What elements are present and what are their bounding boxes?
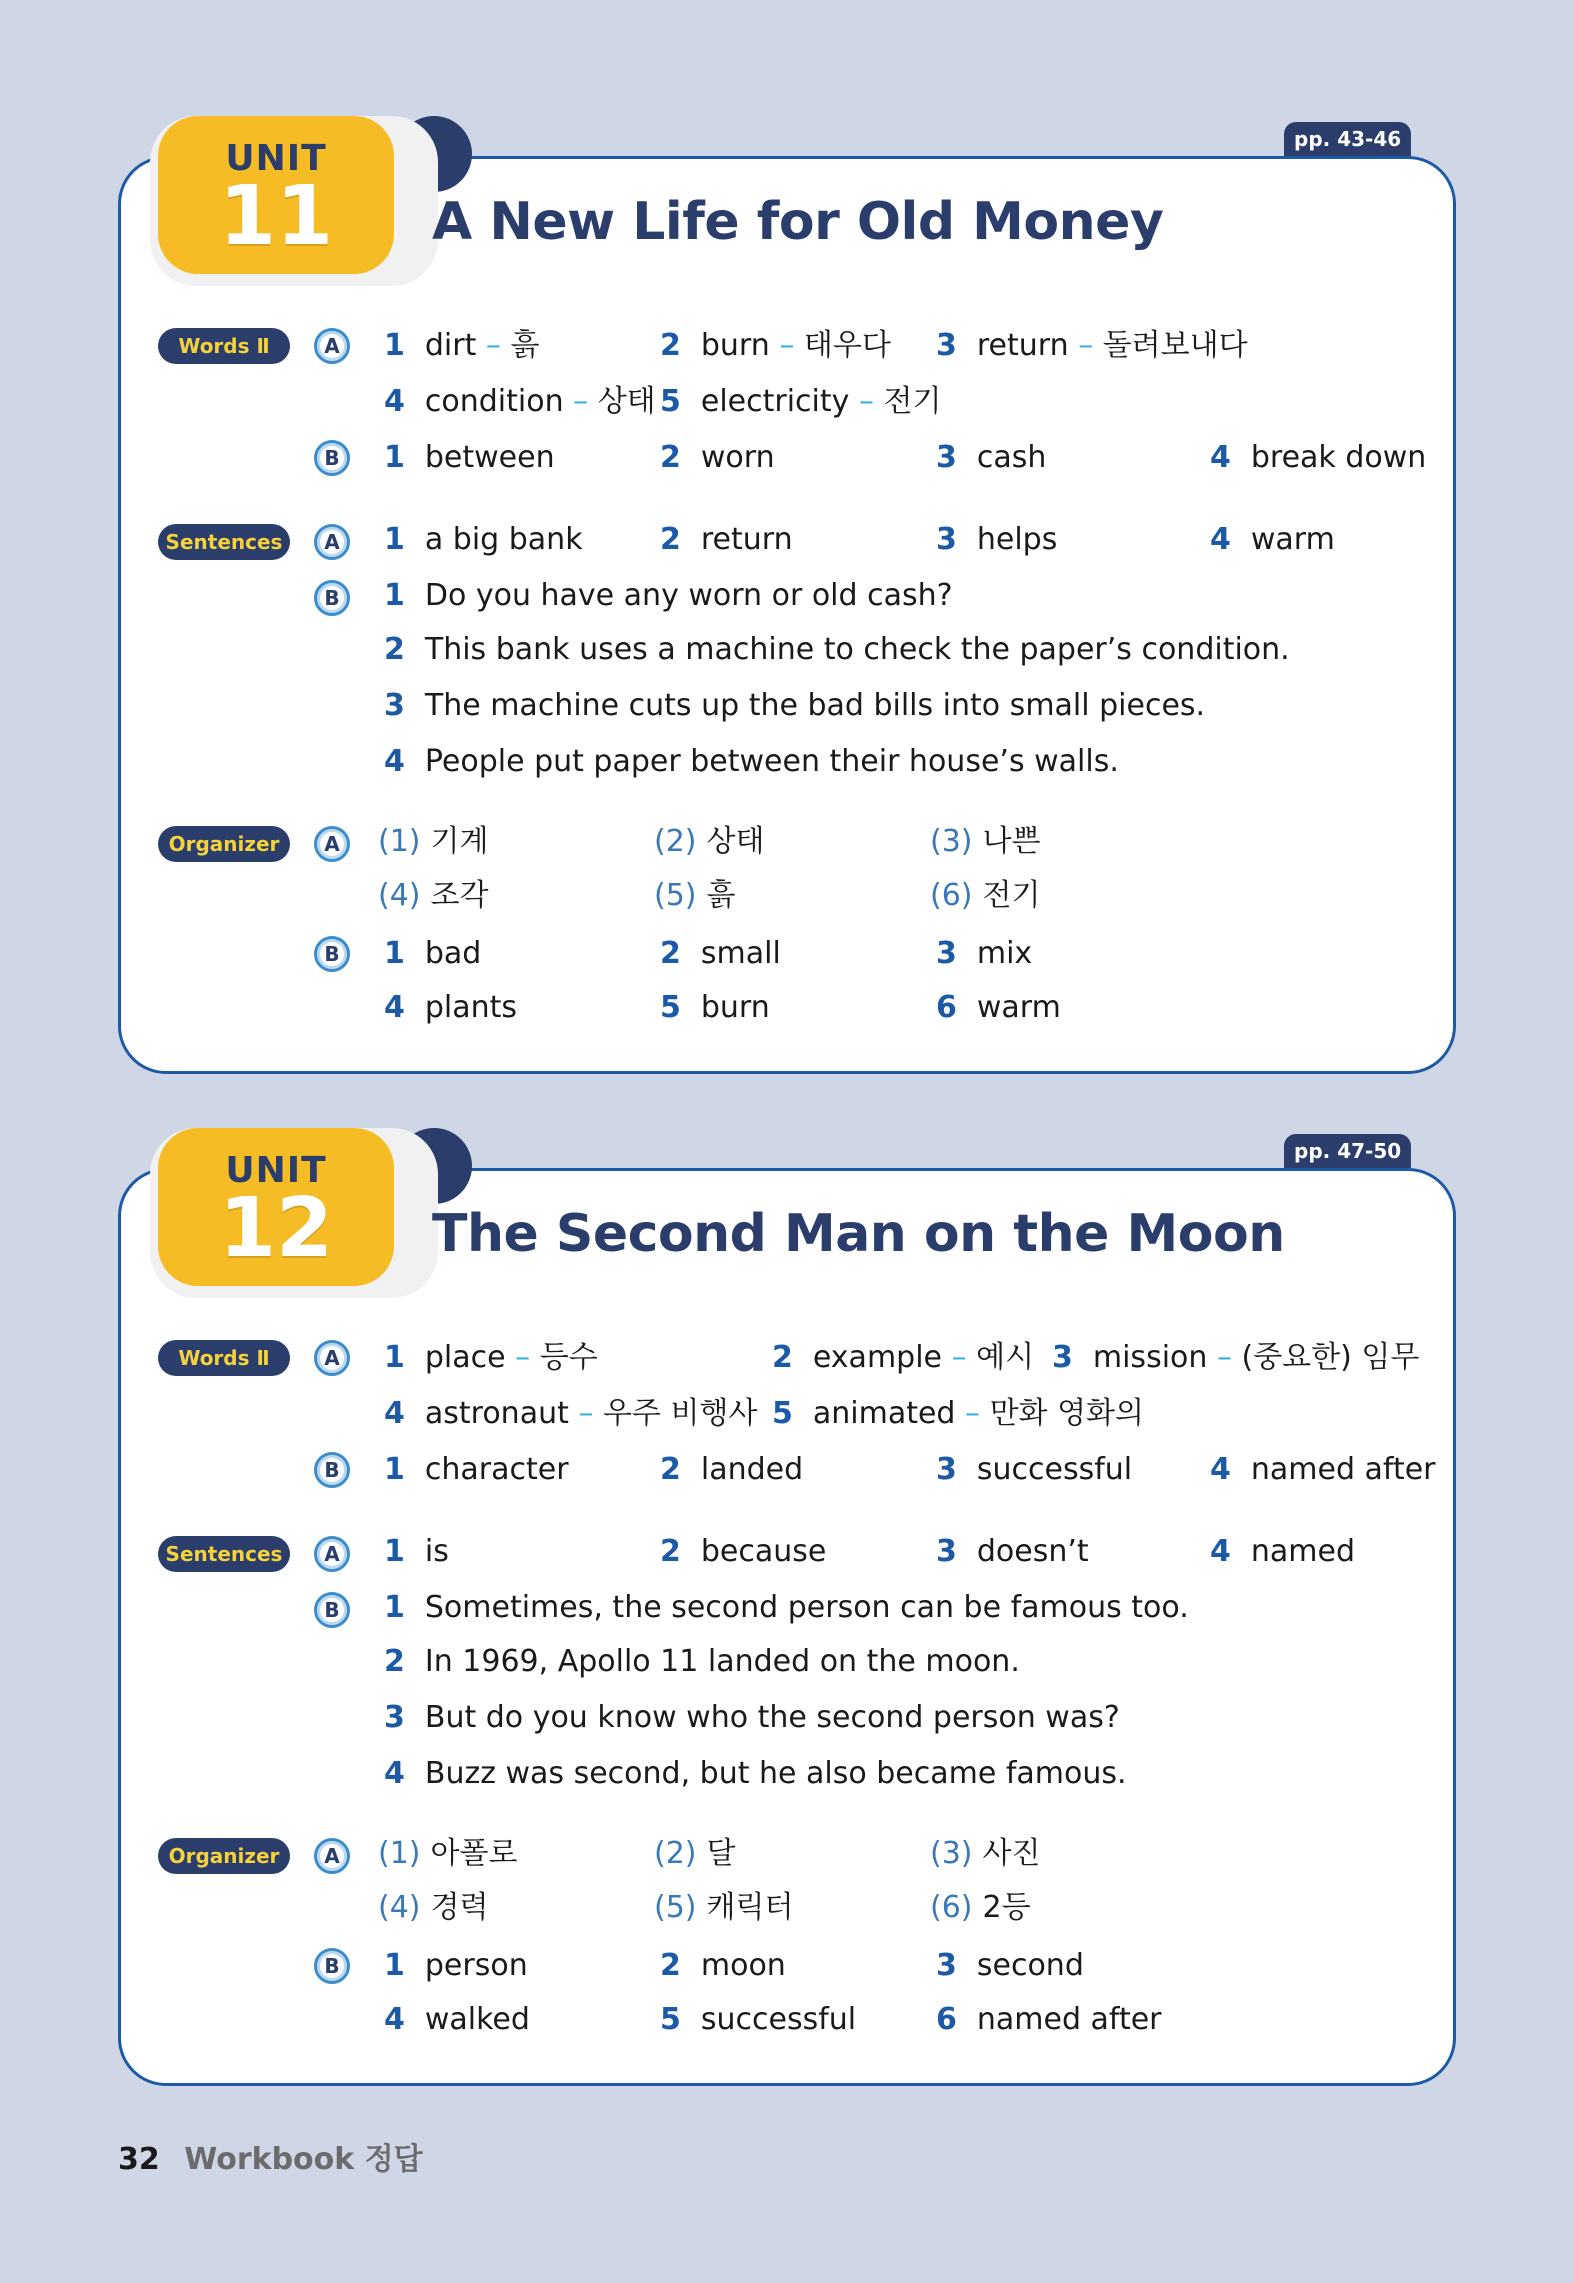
sentence-line	[0, 1754, 1574, 1794]
answer-item: (4) 경력	[378, 1890, 489, 1925]
letter-a-icon: A	[314, 826, 350, 862]
answer-item: (1) 기계	[378, 824, 489, 859]
answer-item: 4 condition – 상태	[384, 384, 656, 419]
answer-sentence: 4 Buzz was second, but he also became famous.	[384, 1756, 1127, 1791]
answer-item: (1) 아폴로	[378, 1836, 518, 1871]
words-a-row-2	[0, 1394, 1574, 1434]
answer-item: 1 dirt – 흙	[384, 328, 540, 363]
answer-item: 3 mix	[936, 936, 1033, 971]
answer-item: 3 return – 돌려보내다	[936, 328, 1248, 363]
letter-b-icon: B	[314, 580, 350, 616]
answer-item: 3 successful	[936, 1452, 1133, 1487]
answer-item: (2) 상태	[654, 824, 765, 859]
footer-label: Workbook 정답	[184, 2142, 423, 2177]
letter-a-icon: A	[314, 1536, 350, 1572]
answer-item: 3 second	[936, 1948, 1084, 1983]
organizer-b-row-1	[0, 1946, 1574, 1986]
answer-item: 4 astronaut – 우주 비행사	[384, 1396, 758, 1431]
words-b-row	[0, 1450, 1574, 1490]
sentence-line	[0, 1588, 1574, 1628]
words-a-row-2	[0, 382, 1574, 422]
answer-item: 6 named after	[936, 2002, 1162, 2037]
answer-item: 1 character	[384, 1452, 569, 1487]
unit-title: A New Life for Old Money	[432, 192, 1164, 252]
words-a-row-1	[0, 326, 1574, 366]
answer-item: 4 plants	[384, 990, 518, 1025]
answer-item: 2 moon	[660, 1948, 786, 1983]
answer-item: 2 burn – 태우다	[660, 328, 891, 363]
answer-item: 3 cash	[936, 440, 1047, 475]
answer-item: (5) 흙	[654, 878, 736, 913]
answer-item: 2 because	[660, 1534, 827, 1569]
letter-b-icon: B	[314, 1592, 350, 1628]
words-b-row	[0, 438, 1574, 478]
sentence-line	[0, 1698, 1574, 1738]
page-footer	[118, 2134, 423, 2178]
sentence-line	[0, 630, 1574, 670]
unit-12-section	[0, 1012, 1574, 2037]
sentence-line	[0, 576, 1574, 616]
letter-a-icon: A	[314, 1838, 350, 1874]
answer-sentence: 1 Do you have any worn or old cash?	[384, 578, 953, 613]
sentence-line	[0, 1642, 1574, 1682]
answer-item: 4 warm	[1210, 522, 1335, 557]
answer-item: 2 example – 예시	[772, 1340, 1035, 1375]
answer-item: (6) 2등	[930, 1890, 1031, 1925]
unit-11-section	[0, 0, 1574, 1025]
unit-badge	[158, 1128, 394, 1286]
organizer-a-row-1	[0, 822, 1574, 862]
letter-b-icon: B	[314, 936, 350, 972]
unit-word: UNIT	[225, 138, 327, 179]
answer-item: (3) 나쁜	[930, 824, 1041, 859]
answer-item: (6) 전기	[930, 878, 1041, 913]
answer-item: 5 successful	[660, 2002, 857, 2037]
page-range-tag: pp. 47-50	[1284, 1134, 1411, 1168]
answer-item: 5 animated – 만화 영화의	[772, 1396, 1145, 1431]
organizer-label: Organizer	[158, 1838, 290, 1874]
answer-item: 5 electricity – 전기	[660, 384, 942, 419]
unit-number: 12	[218, 1181, 334, 1276]
sentences-label: Sentences	[158, 524, 290, 560]
organizer-a-row-2	[0, 1888, 1574, 1928]
sentences-label: Sentences	[158, 1536, 290, 1572]
unit-number: 11	[218, 169, 334, 264]
answer-sentence: 1 Sometimes, the second person can be famous too.	[384, 1590, 1189, 1625]
answer-item: 4 named	[1210, 1534, 1355, 1569]
answer-item: 2 worn	[660, 440, 775, 475]
answer-item: 5 burn	[660, 990, 770, 1025]
answer-item: 1 is	[384, 1534, 449, 1569]
unit-word: UNIT	[225, 1150, 327, 1191]
answer-item: 4 walked	[384, 2002, 530, 2037]
letter-b-icon: B	[314, 440, 350, 476]
answer-item: (3) 사진	[930, 1836, 1041, 1871]
letter-b-icon: B	[314, 1452, 350, 1488]
answer-item: 1 between	[384, 440, 555, 475]
answer-item: 2 landed	[660, 1452, 804, 1487]
page-range-tag: pp. 43-46	[1284, 122, 1411, 156]
answer-item: 4 named after	[1210, 1452, 1436, 1487]
answer-item: (2) 달	[654, 1836, 736, 1871]
letter-a-icon: A	[314, 524, 350, 560]
answer-item: 4 break down	[1210, 440, 1427, 475]
answer-item: 2 return	[660, 522, 793, 557]
answer-item: (4) 조각	[378, 878, 489, 913]
unit-badge	[158, 116, 394, 274]
organizer-a-row-2	[0, 876, 1574, 916]
organizer-label: Organizer	[158, 826, 290, 862]
answer-item: 1 bad	[384, 936, 482, 971]
answer-item: 3 doesn’t	[936, 1534, 1089, 1569]
sentences-a-row	[0, 1532, 1574, 1572]
unit-title: The Second Man on the Moon	[432, 1204, 1285, 1264]
answer-item: 1 person	[384, 1948, 528, 1983]
answer-item: 3 mission – (중요한) 임무	[1052, 1340, 1420, 1375]
answer-sentence: 4 People put paper between their house’s walls.	[384, 744, 1119, 779]
sentence-line	[0, 742, 1574, 782]
letter-a-icon: A	[314, 328, 350, 364]
answer-sentence: 3 The machine cuts up the bad bills into small pieces.	[384, 688, 1206, 723]
letter-a-icon: A	[314, 1340, 350, 1376]
answer-sentence: 3 But do you know who the second person was?	[384, 1700, 1120, 1735]
answer-item: (5) 캐릭터	[654, 1890, 794, 1925]
sentences-a-row	[0, 520, 1574, 560]
organizer-a-row-1	[0, 1834, 1574, 1874]
answer-item: 2 small	[660, 936, 781, 971]
words-a-row-1	[0, 1338, 1574, 1378]
page-number: 32	[118, 2142, 160, 2177]
organizer-b-row-2	[0, 2000, 1574, 2040]
sentence-line	[0, 686, 1574, 726]
answer-item: 1 place – 등수	[384, 1340, 598, 1375]
letter-b-icon: B	[314, 1948, 350, 1984]
answer-item: 1 a big bank	[384, 522, 583, 557]
answer-item: 3 helps	[936, 522, 1058, 557]
words-label: Words Ⅱ	[158, 1340, 290, 1376]
answer-item: 6 warm	[936, 990, 1061, 1025]
words-label: Words Ⅱ	[158, 328, 290, 364]
organizer-b-row-1	[0, 934, 1574, 974]
answer-sentence: 2 This bank uses a machine to check the paper’s condition.	[384, 632, 1290, 667]
answer-sentence: 2 In 1969, Apollo 11 landed on the moon.	[384, 1644, 1020, 1679]
